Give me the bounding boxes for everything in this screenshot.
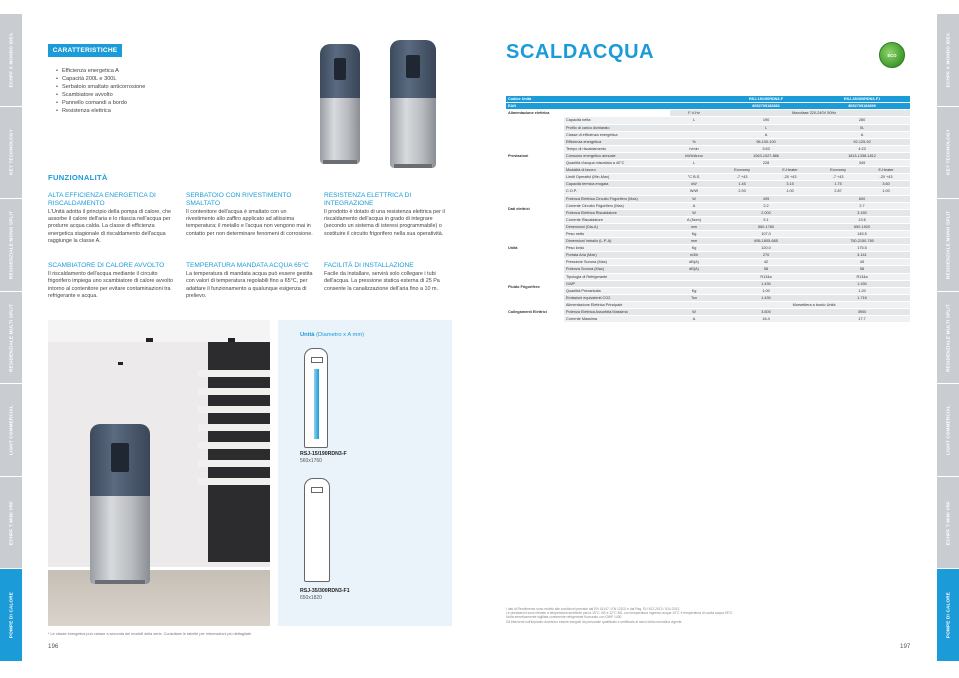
table-row	[506, 145, 910, 152]
side-tabs-left	[0, 14, 22, 662]
value-cell: 2.7	[814, 202, 910, 209]
param-cell: Potenza Elettrica Circuito Frigorifero (Max)	[564, 195, 670, 202]
value-cell: 695-1805-685	[718, 238, 814, 245]
value-cell: 120.0	[718, 245, 814, 252]
value-cell: 45	[814, 259, 910, 266]
value-cell: 270	[718, 252, 814, 259]
param-cell: C.O.P.	[564, 188, 670, 195]
unit-drawing-300	[304, 478, 330, 582]
value-cell: 1.75	[814, 181, 862, 188]
side-tab-label: RESIDENZIALE MONO SPLIT	[945, 210, 951, 280]
unit-cell	[670, 301, 718, 308]
footnote-left: * Le classe energetica può variare a seconda dei modelli della serie. Consultare le tabelle per informazioni più dettagliate.	[48, 632, 253, 636]
value-cell: 228	[718, 160, 814, 167]
unit-cell: L	[670, 117, 718, 124]
value-cell: R134a	[718, 273, 814, 280]
value-cell: XL	[814, 124, 910, 131]
unit-cell: W	[670, 195, 718, 202]
footnote-line: Le prestazioni sono rilevate a temperatura ambiente pari a 15°C, BS e 12°C BU, con temperatura ingresso acqua 10°C e temperatura di uscita acqua 55°C.	[506, 611, 734, 616]
param-cell: Corrente Riscaldatore	[564, 216, 670, 223]
value-cell: E-Heater	[862, 167, 910, 174]
value-cell: Morsettiera a bordo Unità	[718, 301, 910, 308]
value-cell: -7 +43	[718, 174, 766, 181]
param-cell: Consumo energetico annuale	[564, 152, 670, 159]
param-cell: Alimentazione Elettrica Principale	[564, 301, 670, 308]
value-cell: -20 +43	[766, 174, 814, 181]
table-row	[506, 167, 910, 174]
value-cell: -20 +43	[862, 174, 910, 181]
param-cell: Dimensioni Imballo (L-P-A)	[564, 238, 670, 245]
side-tab[interactable]	[0, 292, 22, 385]
side-tab-label: ECHPF T MINI VRF	[8, 500, 14, 545]
value-cell: 17.7	[814, 316, 910, 323]
function-text: La temperatura di mandata acqua può essere gestita con valori di temperatura regolabili fino a 65°C, per adattare il funzionamento a qualunque esigenza di prelievo.	[186, 270, 313, 300]
feature-item: • Efficienza energetica A	[56, 68, 145, 76]
table-row	[506, 230, 910, 237]
side-tab-label: LIGHT COMMERCIAL	[8, 405, 14, 456]
page-number-left: 196	[48, 643, 59, 650]
page-number-right: 197	[900, 643, 911, 650]
side-tab-label: LIGHT COMMERCIAL	[945, 405, 951, 456]
value-cell: L	[718, 124, 814, 131]
table-row	[506, 160, 910, 167]
value-cell: 1.430	[718, 294, 814, 301]
value-cell: 1063-1027-886	[718, 152, 814, 159]
table-header-model: RSJ-35/300RDN3-F1	[814, 96, 910, 103]
unit-cell: kWh/Anno	[670, 152, 718, 159]
unit-cell: W	[670, 309, 718, 316]
function-title: ALTA EFFICIENZA ENERGETICA DI RISCALDAMENTO	[48, 192, 156, 207]
table-row	[506, 138, 910, 145]
param-cell: Potenza Elettrica Assorbita Massima	[564, 309, 670, 316]
table-row	[506, 152, 910, 159]
side-tab-label: RESIDENZIALE MULTI SPLIT	[8, 303, 14, 372]
characteristics-badge: CARATTERISTICHE	[48, 44, 122, 57]
value-cell: E-Heater	[766, 167, 814, 174]
value-cell: 1.430	[814, 280, 910, 287]
table-row	[506, 181, 910, 188]
param-cell: Limiti Operativi (Min-Max)	[564, 174, 670, 181]
unit-model-label: RSJ-35/300RDN3-F1	[300, 588, 350, 594]
value-cell: 58	[814, 266, 910, 273]
value-cell: 190	[718, 117, 814, 124]
side-tab[interactable]	[0, 14, 22, 107]
side-tab-active[interactable]	[937, 569, 959, 662]
unit-size-value: 650x1820	[300, 595, 322, 601]
table-row	[506, 117, 910, 124]
side-tab-label: RESIDENZIALE MULTI SPLIT	[945, 303, 951, 372]
side-tab-label: POMPE DI CALORE	[945, 592, 951, 639]
unit-cell: dB(A)	[670, 266, 718, 273]
table-row	[506, 273, 910, 280]
group-label: Dati elettrici	[506, 195, 564, 223]
value-cell: 2.93	[718, 188, 766, 195]
table-header-ean: 8052705182899	[814, 103, 910, 110]
function-title: SCAMBIATORE DI CALORE AVVOLTO	[48, 262, 165, 269]
table-header-ean: 8052705182882	[718, 103, 814, 110]
table-row	[506, 259, 910, 266]
param-cell: Dimensioni (Dia-A)	[564, 223, 670, 230]
unit-cell	[670, 280, 718, 287]
table-row	[506, 301, 910, 308]
side-tabs-right	[937, 14, 959, 662]
side-tab[interactable]	[937, 292, 959, 385]
table-row	[506, 209, 910, 216]
function-text: Il prodotto è dotato di una resistenza elettrica per il riscaldamento dell'acqua in grado di integrare (secondo un sistema di isteresi programmabile) o sostituire il circuito frigorifero nella sua operatività.	[324, 208, 445, 237]
value-cell: 9.1	[718, 216, 814, 223]
table-row	[506, 124, 910, 131]
function-block	[324, 262, 452, 293]
value-cell: 3.60	[862, 181, 910, 188]
value-cell: 560-1760	[718, 223, 814, 230]
product-image-large	[390, 40, 436, 168]
unit-size-value: 560x1760	[300, 458, 322, 464]
function-text: Il riscaldamento dell'acqua mediante il circuito frigorifero impiega uno scambiatore di calore avvolto intorno al contenitore per evitare contaminazioni tra refrigerante e acqua.	[48, 270, 173, 300]
function-block	[186, 192, 314, 238]
param-cell: Emissioni equivalenti CO2	[564, 294, 670, 301]
value-cell: 1.20	[814, 287, 910, 294]
group-label: Alimentazione elettrica	[506, 110, 670, 117]
param-cell: Profilo di carico dichiarato	[564, 124, 670, 131]
value-cell: 58	[718, 266, 814, 273]
param-cell: GWP	[564, 280, 670, 287]
table-row	[506, 287, 910, 294]
side-tab[interactable]	[937, 477, 959, 570]
unit-cell: Kg	[670, 230, 718, 237]
unit-cell: A	[670, 316, 718, 323]
feature-item: • Capacità 200L e 300L	[56, 76, 145, 84]
table-row	[506, 174, 910, 181]
value-cell: 1.716	[814, 294, 910, 301]
value-cell: 175.5	[814, 245, 910, 252]
value-cell: 3900	[814, 309, 910, 316]
unit-cell: L	[670, 160, 718, 167]
product-photo-heater	[90, 424, 150, 584]
function-text: Il contenitore dell'acqua è smaltato con un rivestimento allo zaffiro applicato ad altissima temperatura; il metallo e l'acqua non vengono mai in contatto per non determinare fenomeni di corrosione.	[186, 208, 313, 237]
value-cell: 3:53	[718, 145, 814, 152]
value-cell: 600	[814, 195, 910, 202]
function-block	[186, 262, 314, 300]
side-tab[interactable]	[0, 384, 22, 477]
table-row	[506, 216, 910, 223]
function-block	[48, 262, 176, 300]
value-cell: 3.500	[718, 309, 814, 316]
group-label: Collegamenti Elettrici	[506, 301, 564, 322]
function-text: L'Unità adotta il principio della pompa di calore, che assorbe il calore dell'aria e lo rilascia nell'acqua per produrre acqua calda. La classe di efficienza energetica stagionale di riscaldamento dell'acqua raggiunge la classe A.	[48, 208, 171, 245]
side-tab[interactable]	[0, 477, 22, 570]
unit-cell	[670, 273, 718, 280]
spec-table	[506, 96, 910, 323]
unit-cell: mm	[670, 238, 718, 245]
side-tab-label: KEY TECHNOLOGY	[8, 129, 14, 176]
side-tab-label: POMPE DI CALORE	[8, 592, 14, 639]
group-label: Prestazioni	[506, 117, 564, 195]
side-tab[interactable]	[0, 199, 22, 292]
unit-cell: Kg	[670, 287, 718, 294]
value-cell: 1.45	[718, 181, 766, 188]
param-cell: Quantità Precaricata	[564, 287, 670, 294]
side-tab[interactable]	[937, 107, 959, 200]
unit-drawing-190	[304, 348, 328, 448]
value-cell: Monofase 220-240V 50Hz	[718, 110, 910, 117]
value-cell: 1.00	[766, 188, 814, 195]
param-cell: Capacità termica erogata	[564, 181, 670, 188]
side-tab[interactable]	[937, 384, 959, 477]
unit-cell	[670, 124, 718, 131]
group-label: Fluido Frigorifero	[506, 273, 564, 301]
side-tab[interactable]	[937, 199, 959, 292]
unit-cell: A (Nom)	[670, 216, 718, 223]
page-title: SCALDACQUA	[506, 41, 655, 63]
function-block	[324, 192, 452, 238]
table-row	[506, 316, 910, 323]
feature-item: • Scambiatore avvolto	[56, 92, 145, 100]
unit-cell: F-V-Hz	[670, 110, 718, 117]
functionality-title: FUNZIONALITÀ	[48, 173, 108, 182]
table-row	[506, 223, 910, 230]
unit-cell: A	[670, 202, 718, 209]
value-cell: 96-100-100	[718, 138, 814, 145]
side-tab[interactable]	[937, 14, 959, 107]
table-header-model: RSJ-15/190RDN3-F	[718, 96, 814, 103]
feature-item: • Pannello comandi a bordo	[56, 100, 145, 108]
value-cell: 4.141	[814, 252, 910, 259]
function-title: RESISTENZA ELETTRICA DI INTEGRAZIONE	[324, 192, 412, 207]
value-cell: 280	[814, 117, 910, 124]
unit-model-label: RSJ-15/190RDN3-F	[300, 451, 347, 457]
feature-item: • Serbatoio smaltato anticorrosione	[56, 84, 145, 92]
table-row	[506, 280, 910, 287]
value-cell: 1.00	[718, 287, 814, 294]
room-photo	[48, 320, 270, 626]
footnote-right	[506, 607, 910, 624]
param-cell: Peso netto	[564, 230, 670, 237]
function-title: SERBATOIO CON RIVESTIMENTO SMALTATO	[186, 192, 292, 207]
unit-cell: Ton	[670, 294, 718, 301]
footnote-line: Gli interventi sull'impianto dovranno essere eseguiti da personale qualificato e certificato ai sensi della normativa vigente.	[506, 619, 683, 624]
value-cell: 145.5	[814, 230, 910, 237]
function-title: FACILITÀ DI INSTALLAZIONE	[324, 262, 414, 269]
side-tab-label: ECHPF T MINI VRF	[945, 500, 951, 545]
table-row	[506, 188, 910, 195]
value-cell: 4:23	[814, 145, 910, 152]
param-cell: Corrente Massima	[564, 316, 670, 323]
side-tab-label: KEY TECHNOLOGY	[945, 129, 951, 176]
function-title: TEMPERATURA MANDATA ACQUA 65°C	[186, 262, 309, 269]
unit-cell: h/min	[670, 145, 718, 152]
value-cell: 3.15	[766, 181, 814, 188]
param-cell: Pressione Sonora (Max)	[564, 259, 670, 266]
product-image-small	[320, 44, 360, 164]
param-cell: Capacità netta	[564, 117, 670, 124]
param-cell: Potenza Sonora (Max)	[564, 266, 670, 273]
table-row	[506, 309, 910, 316]
table-row	[506, 294, 910, 301]
unit-cell: °C B.S.	[670, 174, 718, 181]
table-row	[506, 195, 910, 202]
value-cell: 1813-1338-1812	[814, 152, 910, 159]
table-row	[506, 202, 910, 209]
value-cell: Economy	[718, 167, 766, 174]
param-cell: Efficienza energetica	[564, 138, 670, 145]
table-header-label: EAN	[506, 103, 718, 110]
side-tab-label: RESIDENZIALE MONO SPLIT	[8, 210, 14, 280]
value-cell: 1.430	[718, 280, 814, 287]
value-cell: 42	[718, 259, 814, 266]
param-cell: Modalità di lavoro	[564, 167, 670, 174]
value-cell: A	[814, 131, 910, 138]
dimensions-title: Unità (Diametro x A mm)	[300, 332, 365, 338]
table-row	[506, 96, 910, 103]
value-cell: 750-2150-780	[814, 238, 910, 245]
value-cell: 1.00	[862, 188, 910, 195]
unit-cell: kW	[670, 181, 718, 188]
table-row	[506, 266, 910, 273]
value-cell: -7 +43	[814, 174, 862, 181]
value-cell: R134a	[814, 273, 910, 280]
param-cell: Peso lordo	[564, 245, 670, 252]
value-cell: 2.000	[718, 209, 814, 216]
unit-cell: m3/h	[670, 252, 718, 259]
unit-cell: Kg	[670, 245, 718, 252]
value-cell: A	[718, 131, 814, 138]
value-cell: 2.2	[718, 202, 814, 209]
table-row	[506, 238, 910, 245]
dimensions-box	[278, 320, 452, 626]
value-cell: 16.4	[718, 316, 814, 323]
value-cell: 107.0	[718, 230, 814, 237]
param-cell: Tempo di riscaldamento	[564, 145, 670, 152]
value-cell: Economy	[814, 167, 862, 174]
value-cell: 495	[718, 195, 814, 202]
table-row	[506, 131, 910, 138]
unit-cell: W	[670, 209, 718, 216]
side-tab-active[interactable]	[0, 569, 22, 662]
table-row	[506, 110, 910, 117]
table-row	[506, 103, 910, 110]
unit-cell: mm	[670, 223, 718, 230]
unit-cell	[670, 131, 718, 138]
param-cell: Potenza Elettrica Riscaldatore	[564, 209, 670, 216]
value-cell: 13.6	[814, 216, 910, 223]
feature-list	[56, 68, 145, 115]
side-tab[interactable]	[0, 107, 22, 200]
table-header-label: Codice Unità	[506, 96, 718, 103]
value-cell: 650-1920	[814, 223, 910, 230]
value-cell: 2.87	[814, 188, 862, 195]
eco-logo-icon: ECO	[879, 42, 905, 68]
table-row	[506, 245, 910, 252]
function-text: Facile da installare, servirà solo collegare i tubi dell'acqua. La pressione statica esterna di 25 Pa consente la canalizzazione dell'aria fino a 10 m.	[324, 270, 440, 292]
footnote-line: I dati di Rendimento sono relativi alle condizioni previste dal EN 16147 / EN 12102 e dal Reg. EU 812-2013 / 814-2013.	[506, 607, 681, 611]
side-tab-label: ECHPF X MONDO IDEA	[945, 32, 951, 88]
table-row	[506, 252, 910, 259]
unit-cell	[670, 167, 718, 174]
feature-item: • Resistenza elettrica	[56, 108, 145, 116]
unit-cell: dB(A)	[670, 259, 718, 266]
param-cell: Tipologia di Refrigerante	[564, 273, 670, 280]
footnote-line: Unità ermeticamente sigillata contenente refrigerante fluorurato con GWP 1430.	[506, 615, 623, 620]
value-cell: 92-125-92	[814, 138, 910, 145]
unit-cell: %	[670, 138, 718, 145]
group-label: Unità	[506, 223, 564, 273]
param-cell: Portata Aria (Max)	[564, 252, 670, 259]
unit-cell: W/W	[670, 188, 718, 195]
param-cell: Classe di efficienza energetica	[564, 131, 670, 138]
param-cell: Corrente Circuito Frigorifero (Max)	[564, 202, 670, 209]
side-tab-label: ECHPF X MONDO IDEA	[8, 32, 14, 88]
function-block	[48, 192, 176, 246]
value-cell: 349	[814, 160, 910, 167]
value-cell: 3.150	[814, 209, 910, 216]
param-cell: Quantità d'acqua miscelata a 40°C	[564, 160, 670, 167]
